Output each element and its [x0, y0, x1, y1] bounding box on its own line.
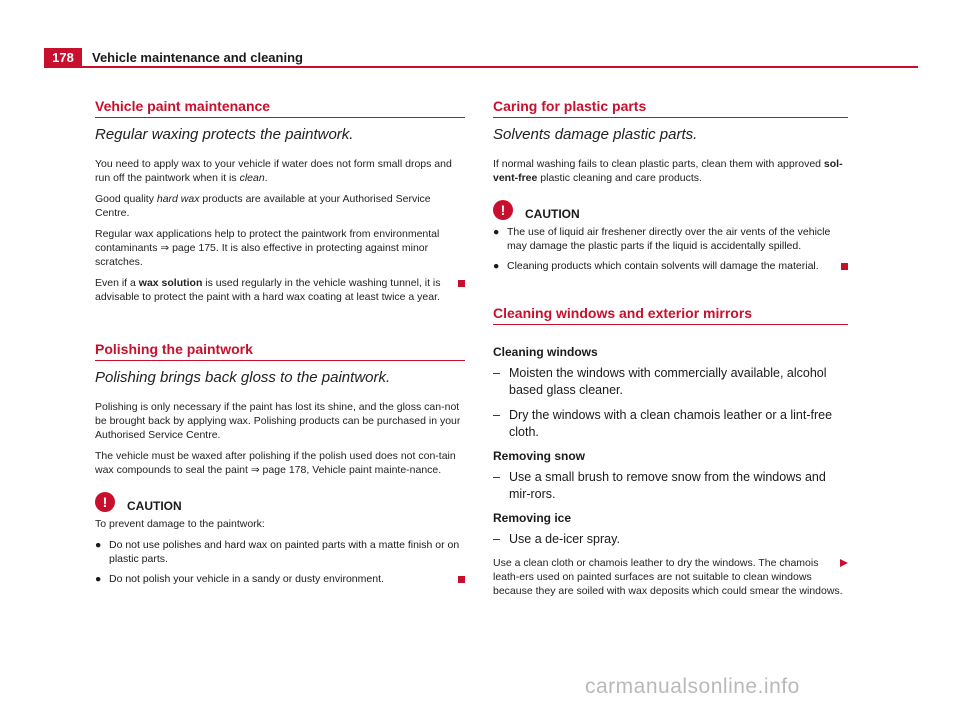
right-column: [493, 98, 848, 605]
list-item: ● Cleaning products which contain solvents will damage the material.: [493, 259, 848, 273]
list-item: ● Do not polish your vehicle in a sandy or dusty environment.: [95, 572, 465, 586]
page-number: 178: [44, 48, 82, 67]
caution-box: [95, 491, 465, 513]
step-item: – Moisten the windows with commercially available, alcohol based glass cleaner.: [493, 366, 827, 397]
running-header-title: Vehicle maintenance and cleaning: [92, 50, 303, 65]
exclamation-circle-icon: !: [493, 200, 513, 220]
caution-label: CAUTION: [127, 499, 182, 513]
paragraph: If normal washing fails to clean plastic parts, clean them with approved sol-vent-free plastic cleaning and care products.: [493, 158, 843, 184]
end-square-icon: [458, 280, 465, 287]
subheading: Cleaning windows: [493, 345, 598, 359]
caution-box: [493, 199, 848, 221]
section-title-windows: Cleaning windows and exterior mirrors: [493, 305, 848, 325]
subheading: Removing snow: [493, 449, 586, 463]
subheading: Removing ice: [493, 511, 572, 525]
header-rule: [44, 66, 918, 68]
paragraph: You need to apply wax to your vehicle if water does not form small drops and run off the paintwork when it is clean.: [95, 158, 452, 184]
paragraph: The vehicle must be waxed after polishing if the polish used does not con-tain wax compounds to seal the paint ⇒ page 178, Vehicle paint mainte-nance.: [95, 450, 456, 476]
section-title-polish: Polishing the paintwork: [95, 341, 465, 361]
triangle-arrow-icon: [840, 559, 848, 567]
section-subtitle-polish: Polishing brings back gloss to the paintwork.: [95, 369, 391, 386]
end-square-icon: [458, 576, 465, 583]
paragraph: Use a clean cloth or chamois leather to dry the windows. The chamois leath-ers used on painted surfaces are not suitable to clean windows because they are soiled with wax deposits which could smear the windows.: [493, 556, 848, 598]
section-title-paint: Vehicle paint maintenance: [95, 98, 465, 118]
step-item: – Use a small brush to remove snow from the windows and mir-rors.: [493, 470, 826, 501]
caution-intro: To prevent damage to the paintwork:: [95, 518, 265, 530]
paragraph: Polishing is only necessary if the paint has lost its shine, and the gloss can-not be brought back by applying wax. Polishing products can be purchased in your Authorised Service Centre.: [95, 401, 461, 441]
watermark: carmanualsonline.info: [585, 675, 800, 698]
exclamation-circle-icon: !: [95, 492, 115, 512]
list-item: ● Do not use polishes and hard wax on painted parts with a matte finish or on plastic parts.: [95, 539, 460, 565]
end-square-icon: [841, 263, 848, 270]
step-item: – Use a de-icer spray.: [493, 532, 620, 546]
step-item: – Dry the windows with a clean chamois leather or a lint-free cloth.: [493, 408, 833, 439]
list-item: ● The use of liquid air freshener directly over the air vents of the vehicle may damage the plastic parts if the liquid is accidentally spilled.: [493, 226, 831, 252]
paragraph: Regular wax applications help to protect the paintwork from environmental contaminants ⇒ page 175. It is also effective in protecting against minor scratches.: [95, 228, 440, 268]
section-subtitle-paint: Regular waxing protects the paintwork.: [95, 126, 354, 143]
paragraph: Even if a wax solution is used regularly in the vehicle washing tunnel, it is advisable to protect the paint with a hard wax coating at least twice a year.: [95, 276, 465, 304]
paragraph: Good quality hard wax products are available at your Authorised Service Centre.: [95, 193, 431, 219]
left-column: [95, 98, 465, 592]
section-title-plastic: Caring for plastic parts: [493, 98, 848, 118]
section-subtitle-plastic: Solvents damage plastic parts.: [493, 126, 698, 143]
caution-label: CAUTION: [525, 207, 580, 221]
